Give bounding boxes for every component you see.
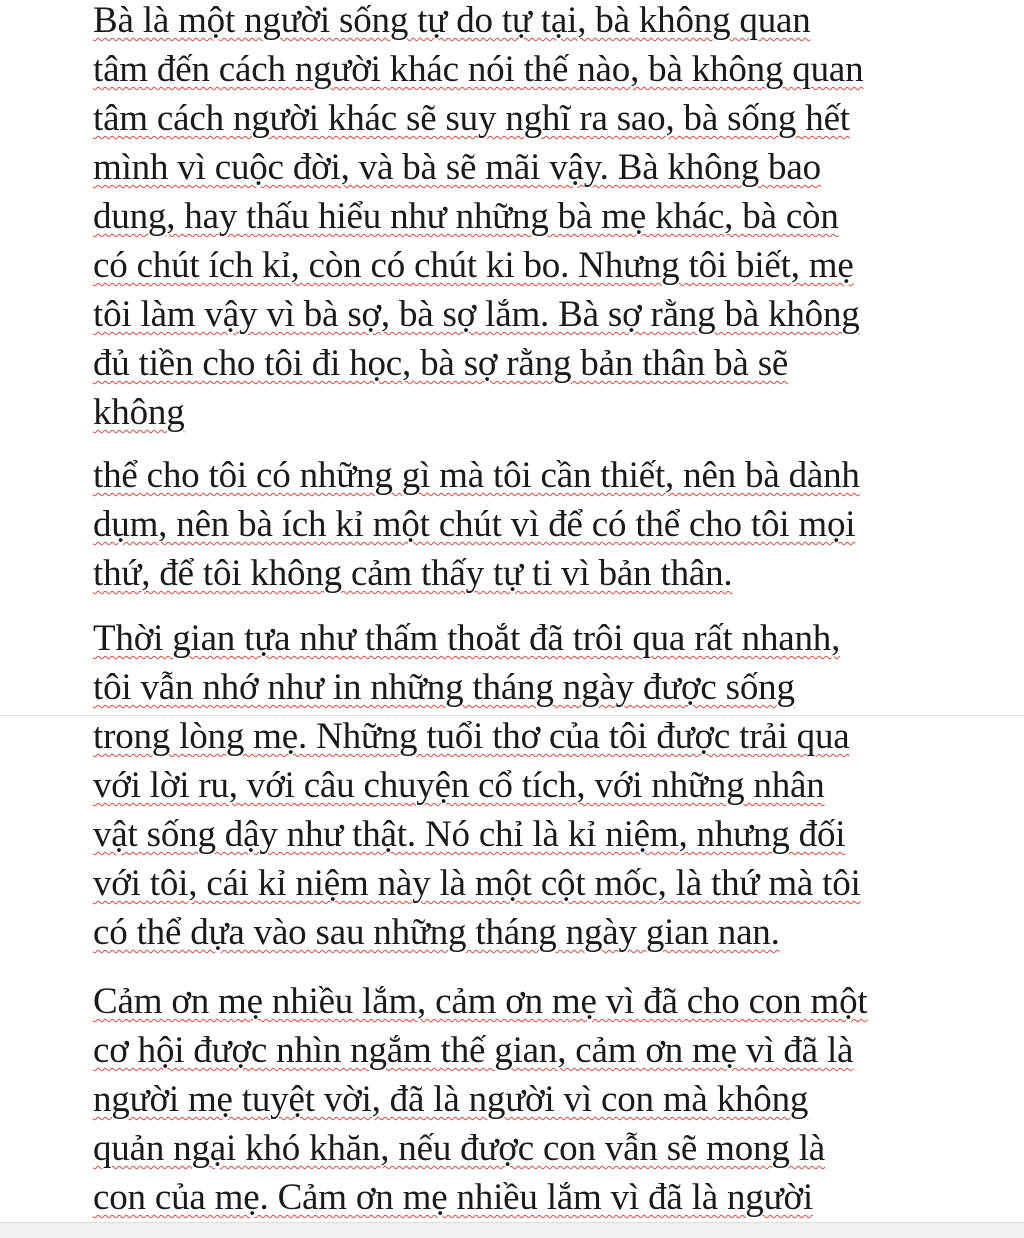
paragraph-1 [93, 0, 973, 441]
text-line: quản ngại khó khăn, nếu được con vẫn sẽ mong là [93, 1128, 826, 1169]
text-line: đủ tiền cho tôi đi học, bà sợ rằng bản thân bà sẽ [93, 343, 789, 384]
text-line: có thể dựa vào sau những tháng ngày gian nan. [93, 912, 780, 953]
text-line: dung, hay thấu hiểu như những bà mẹ khác, bà còn [93, 196, 839, 237]
text-line: trong lòng mẹ. Những tuổi thơ của tôi được trải qua [93, 716, 850, 757]
text-line: mình vì cuộc đời, và bà sẽ mãi vậy. Bà không bao [93, 147, 821, 188]
paragraph-2 [93, 455, 973, 602]
text-line: người mẹ tuyệt vời, đã là người vì con mà không [93, 1079, 809, 1120]
text-line: dụm, nên bà ích kỉ một chút vì để có thể cho tôi mọi [93, 504, 856, 545]
text-line: với tôi, cái kỉ niệm này là một cột mốc, là thứ mà tôi [93, 863, 861, 904]
text-line: không [93, 392, 185, 433]
text-line: tôi vẫn nhớ như in những tháng ngày được sống [93, 667, 795, 708]
text-line: con của mẹ. Cảm ơn mẹ nhiều lắm vì đã là người [93, 1177, 813, 1218]
page-bottom-edge [0, 1222, 1024, 1238]
page-break-divider [0, 715, 1024, 716]
text-line: tâm đến cách người khác nói thế nào, bà không quan [93, 49, 864, 90]
text-line: Thời gian tựa như thấm thoắt đã trôi qua rất nhanh, [93, 618, 841, 659]
paragraph-3 [93, 618, 973, 961]
text-line: cơ hội được nhìn ngắm thế gian, cảm ơn mẹ vì đã là [93, 1030, 854, 1071]
text-line: Cảm ơn mẹ nhiều lắm, cảm ơn mẹ vì đã cho con một [93, 981, 868, 1022]
text-line: vật sống dậy như thật. Nó chỉ là kỉ niệm, nhưng đối [93, 814, 846, 855]
text-line: Bà là một người sống tự do tự tại, bà không quan [93, 0, 811, 41]
text-line: thể cho tôi có những gì mà tôi cần thiết, nên bà dành [93, 455, 860, 496]
text-line: thứ, để tôi không cảm thấy tự ti vì bản thân. [93, 553, 733, 594]
text-line: với lời ru, với câu chuyện cổ tích, với những nhân [93, 765, 825, 806]
text-line: tôi làm vậy vì bà sợ, bà sợ lắm. Bà sợ rằng bà không [93, 294, 860, 335]
text-line: tâm cách người khác sẽ suy nghĩ ra sao, bà sống hết [93, 98, 850, 139]
text-line: có chút ích kỉ, còn có chút ki bo. Nhưng tôi biết, mẹ [93, 245, 854, 286]
paragraph-4 [93, 981, 973, 1226]
